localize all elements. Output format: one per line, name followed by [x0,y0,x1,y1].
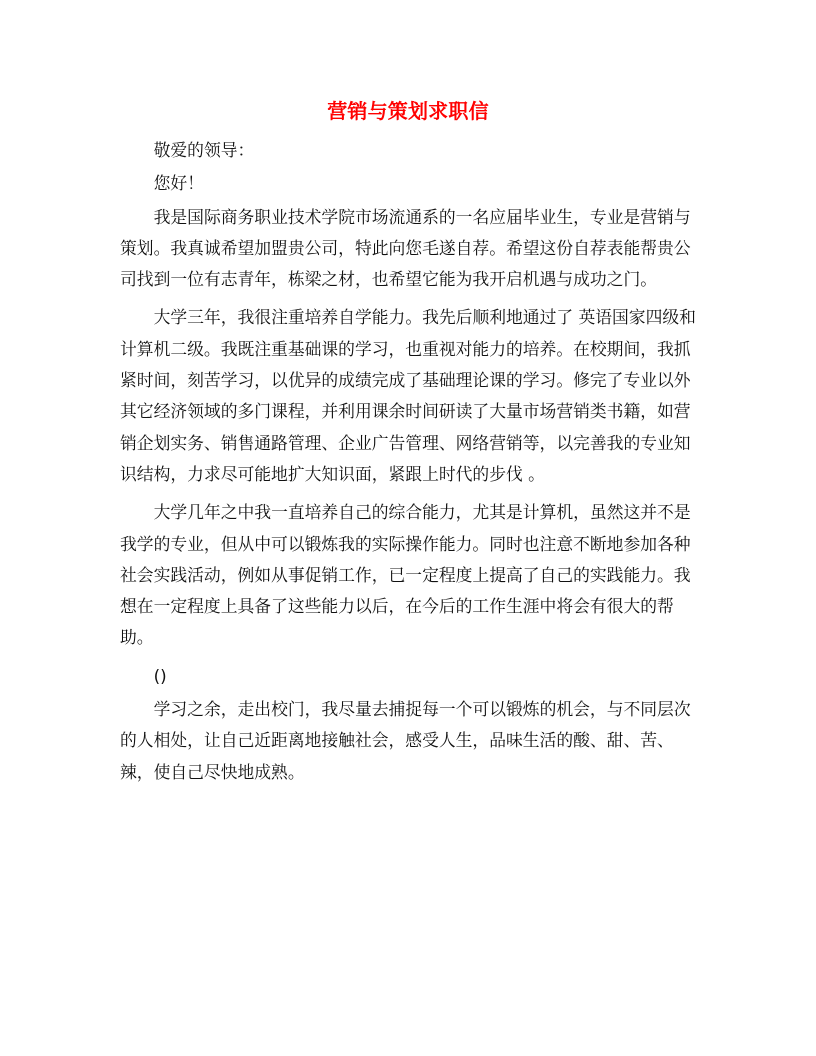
body-paragraph-2: 大学三年，我很注重培养自学能力。我先后顺利地通过了 英语国家四级和计算机二级。我既注重基础课的学习，也重视对能力的培养。在校期间，我抓紧时间，刻苦学习，以优异的成绩完成了基础理论课的学习。修完了专业以外其它经济领域的多门课程，并利用课余时间研读了大量市场营销类书籍，如营销企划实务、销售通路管理、企业广告管理、网络营销等，以完善我的专业知识结构，力求尽可能地扩大知识面，紧跟上时代的步伐 。 [120,307,696,484]
document-title: 营销与策划求职信 [327,99,489,123]
body-paragraph-3: 大学几年之中我一直培养自己的综合能力，尤其是计算机，虽然这并不是我学的专业，但从中可以锻炼我的实际操作能力。同时也注意不断地参加各种社会实践活动，例如从事促销工作，已一定程度上提高了自己的实践能力。我想在一定程度上具备了这些能力以后，在今后的工作生涯中将会有很大的帮助。 [120,502,691,648]
salutation: 敬爱的领导： [153,140,255,160]
body-paragraph-1: 我是国际商务职业技术学院市场流通系的一名应届毕业生，专业是营销与策划。我真诚希望加盟贵公司，特此向您毛遂自荐。希望这份自荐表能帮贵公司找到一位有志青年，栋梁之材，也希望它能为我开启机遇与成功之门。 [120,206,691,290]
document-body [120,135,696,795]
body-paragraph-5: 学习之余，走出校门，我尽量去捕捉每一个可以锻炼的机会，与不同层次的人相处，让自己近距离地接触社会，感受人生，品味生活的酸、甜、苦、辣，使自己尽快地成熟。 [120,699,691,782]
body-paragraph-4: () [153,665,167,686]
greeting: 您好！ [153,173,204,194]
